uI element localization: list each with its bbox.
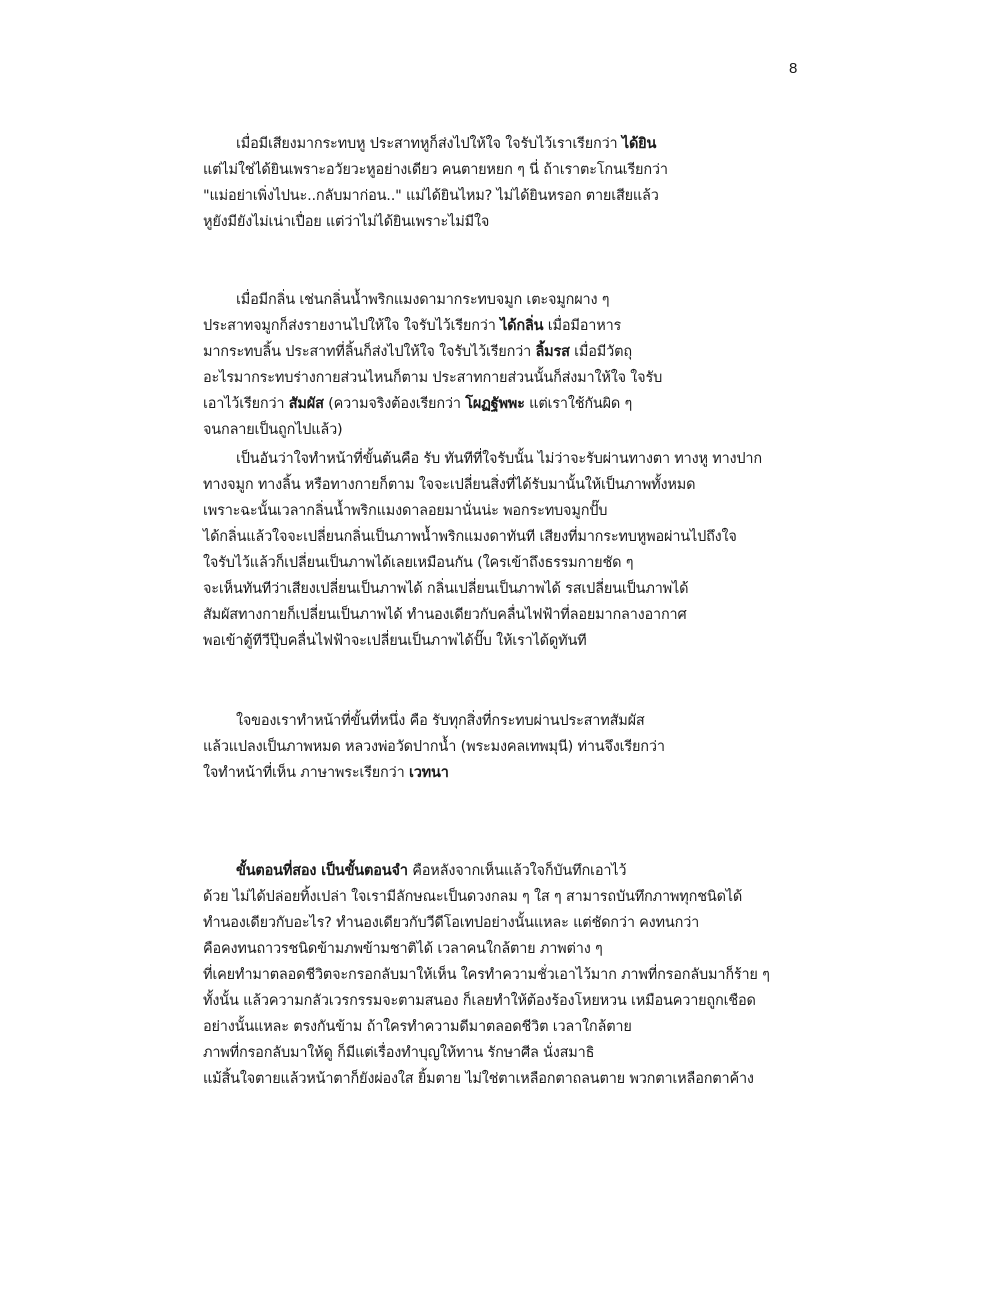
text-segment: ทางจมูก ทางลิ้น หรือทางกายก็ตาม ใจจะเปลี่ยนสิ่งที่ได้รับมานั้นให้เป็นภาพทั้งหมด <box>203 477 696 493</box>
text-segment: ที่เคยทำมาตลอดชีวิตจะกรอกลับมาให้เห็น ใครทำความชั่วเอาไว้มาก ภาพที่กรอกลับมาก็ร้าย ๆ <box>203 967 770 983</box>
text-segment: ได้กลิ่นแล้วใจจะเปลี่ยนกลิ่นเป็นภาพน้ำพริกแมงดาทันที เสียงที่มากระทบหูพอผ่านไปถึงใจ <box>203 529 737 545</box>
text-segment: ภาพที่กรอกลับมาให้ดู ก็มีแต่เรื่องทำบุญให้ทาน รักษาศีล นั่งสมาธิ <box>203 1045 595 1061</box>
text-segment: ทำนองเดียวกับอะไร? ทำนองเดียวกับวีดีโอเทปอย่างนั้นแหละ แต่ชัดกว่า คงทนกว่า <box>203 915 700 931</box>
text-line <box>203 394 632 414</box>
text-segment: เมื่อมีอาหาร <box>543 318 622 334</box>
text-line <box>203 1043 594 1063</box>
bold-term: สัมผัส <box>288 396 324 412</box>
text-line <box>236 134 656 154</box>
text-line <box>203 887 742 907</box>
text-segment: เมื่อมีวัตถุ <box>569 344 632 360</box>
text-line <box>203 631 587 651</box>
text-segment: เพราะฉะนั้นเวลากลิ่นน้ำพริกแมงดาลอยมานั่นน่ะ พอกระทบจมูกปั๊บ <box>203 503 608 519</box>
text-line <box>203 579 688 599</box>
text-segment: ประสาทจมูกก็ส่งรายงานไปให้ใจ ใจรับไว้เรียกว่า <box>203 318 501 334</box>
text-segment: แล้วแปลงเป็นภาพหมด หลวงพ่อวัดปากน้ำ (พระมงคลเทพมุนี) ท่านจึงเรียกว่า <box>203 739 665 755</box>
text-line <box>203 1017 632 1037</box>
text-line <box>203 605 687 625</box>
text-segment: คือหลังจากเห็นแล้วใจก็บันทึกเอาไว้ <box>407 863 627 879</box>
text-line <box>203 342 632 362</box>
text-segment: ด้วย ไม่ได้ปล่อยทิ้งเปล่า ใจเรามีลักษณะเป็นดวงกลม ๆ ใส ๆ สามารถบันทึกภาพทุกชนิดได้ <box>203 889 743 905</box>
bold-term: โผฏฐัพพะ <box>465 396 525 412</box>
text-line <box>203 316 621 336</box>
text-segment: ทั้งนั้น แล้วความกลัวเวรกรรมจะตามสนอง ก็เลยทำให้ต้องร้องโหยหวน เหมือนควายถูกเชือด <box>203 993 756 1009</box>
text-segment: คือคงทนถาวรชนิดข้ามภพข้ามชาติได้ เวลาคนใกล้ตาย ภาพต่าง ๆ <box>203 941 603 957</box>
text-line <box>203 965 770 985</box>
text-segment: ใจของเราทำหน้าที่ขั้นที่หนึ่ง คือ รับทุกสิ่งที่กระทบผ่านประสาทสัมผัส <box>236 713 645 729</box>
text-line <box>203 212 489 232</box>
text-segment: เป็นอันว่าใจทำหน้าที่ขั้นต้นคือ รับ ทันทีที่ใจรับนั้น ไม่ว่าจะรับผ่านทางตา ทางหู ทางปาก <box>236 451 762 467</box>
text-segment: เมื่อมีเสียงมากระทบหู ประสาทหูก็ส่งไปให้ใจ ใจรับไว้เราเรียกว่า <box>236 136 622 152</box>
text-line <box>203 913 699 933</box>
text-line <box>203 501 607 521</box>
text-segment: หูยังมียังไม่เน่าเปื่อย แต่ว่าไม่ได้ยินเพราะไม่มีใจ <box>203 214 490 230</box>
text-line <box>203 991 756 1011</box>
text-line <box>203 553 633 573</box>
text-line <box>203 527 737 547</box>
text-segment: ใจทำหน้าที่เห็น ภาษาพระเรียกว่า <box>203 765 409 781</box>
bold-term: ขั้นตอนที่สอง เป็นขั้นตอนจำ <box>236 863 408 879</box>
text-segment: อะไรมากระทบร่างกายส่วนไหนก็ตาม ประสาทกายส่วนนั้นก็ส่งมาให้ใจ ใจรับ <box>203 370 663 386</box>
text-segment: แต่เราใช้กันผิด ๆ <box>524 396 633 412</box>
text-line <box>236 449 762 469</box>
text-segment: จะเห็นทันทีว่าเสียงเปลี่ยนเป็นภาพได้ กลิ่นเปลี่ยนเป็นภาพได้ รสเปลี่ยนเป็นภาพได้ <box>203 581 689 597</box>
bold-term: เวทนา <box>408 765 449 781</box>
text-line <box>203 186 659 206</box>
bold-term: ได้กลิ่น <box>500 318 544 334</box>
text-segment: อย่างนั้นแหละ ตรงกันข้าม ถ้าใครทำความดีมาตลอดชีวิต เวลาใกล้ตาย <box>203 1019 632 1035</box>
page-number: 8 <box>789 60 798 77</box>
text-segment: (ความจริงต้องเรียกว่า <box>323 396 466 412</box>
text-segment: มากระทบลิ้น ประสาทที่ลิ้นก็ส่งไปให้ใจ ใจรับไว้เรียกว่า <box>203 344 536 360</box>
text-line <box>203 939 603 959</box>
text-segment: ใจรับไว้แล้วก็เปลี่ยนเป็นภาพได้เลยเหมือนกัน (ใครเข้าถึงธรรมกายชัด ๆ <box>203 555 634 571</box>
text-segment: เอาไว้เรียกว่า <box>203 396 289 412</box>
text-line <box>236 290 609 310</box>
text-line <box>236 861 626 881</box>
text-line <box>203 1069 754 1089</box>
text-line <box>203 420 342 440</box>
text-line <box>203 763 449 783</box>
text-segment: "แม่อย่าเพิ่งไปนะ..กลับมาก่อน.." แม่ได้ยินไหม? ไม่ได้ยินหรอก ตายเสียแล้ว <box>203 188 659 204</box>
text-segment: เมื่อมีกลิ่น เช่นกลิ่นน้ำพริกแมงดามากระทบจมูก เตะจมูกผาง ๆ <box>236 292 610 308</box>
text-segment: พอเข้าตู้ทีวีปุ๊บคลื่นไฟฟ้าจะเปลี่ยนเป็นภาพได้ปั๊บ ให้เราได้ดูทันที <box>203 633 587 649</box>
text-line <box>203 368 662 388</box>
text-segment: แต่ไม่ใช่ได้ยินเพราะอวัยวะหูอย่างเดียว คนตายหยก ๆ นี่ ถ้าเราตะโกนเรียกว่า <box>203 162 668 178</box>
text-segment: จนกลายเป็นถูกไปแล้ว) <box>203 422 343 438</box>
text-line <box>236 711 645 731</box>
bold-term: ได้ยิน <box>621 136 657 152</box>
text-segment: สัมผัสทางกายก็เปลี่ยนเป็นภาพได้ ทำนองเดียวกับคลื่นไฟฟ้าที่ลอยมากลางอากาศ <box>203 607 687 623</box>
bold-term: ลิ้มรส <box>535 344 570 360</box>
text-line <box>203 160 668 180</box>
text-line <box>203 737 665 757</box>
text-segment: แม้สิ้นใจตายแล้วหน้าตาก็ยังผ่องใส ยิ้มตาย ไม่ใช่ตาเหลือกตาถลนตาย พวกตาเหลือกตาค้าง <box>203 1071 754 1087</box>
text-line <box>203 475 695 495</box>
